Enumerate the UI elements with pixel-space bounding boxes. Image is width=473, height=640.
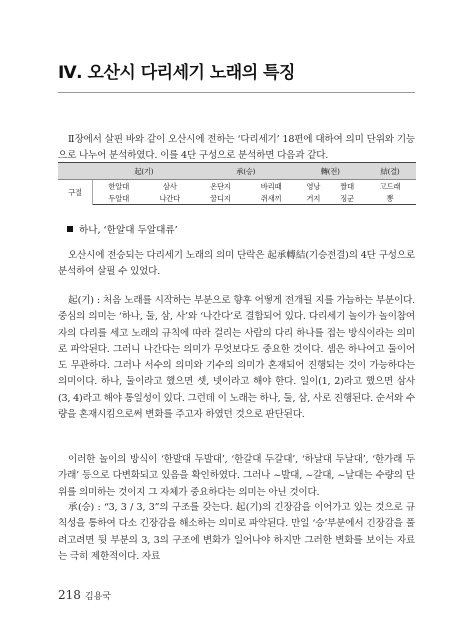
table-row bbox=[58, 192, 416, 205]
table-row-label: 구절 bbox=[58, 180, 93, 205]
square-bullet-icon bbox=[67, 226, 73, 232]
body-paragraph: 起(기) : 처음 노래를 시작하는 부분으로 향후 어떻게 전개될 지를 가늠하는 부분이다. 중심의 의미는 ‘하나, 둘, 삼, 사’와 ‘나간다’로 결합되어 있다. 다리세기 놀이가 놀이참여자의 다리를 세고 노래의 규칙에 따라 걸리는 사람의 다리 하나를 접는 방식이라는 의미로 파악된다. 그러니 나간다는 의미가 무엇보다도 중요한 것이다. 셈은 하나여고 둘이어도 무관하다. 그러나 서수의 의미와 기수의 의미가 혼재되어 진행되는 것이 가능하다는 의미이다. 하나, 둘이라고 했으면 셋, 넷이라고 해야 한다. 일이(1, 2)라고 했으면 삼사(3, 4)라고 해야 통일성이 있다. 그런데 이 노래는 하나, 둘, 삼, 사로 진행된다. 순서와 수량을 혼재시킴으로써 변화를 주고자 하였던 것으로 판단된다. bbox=[58, 295, 415, 421]
table-header-blank bbox=[58, 163, 93, 180]
table-header-row bbox=[58, 163, 416, 180]
table-cell: 고드래 bbox=[379, 181, 401, 191]
intro-paragraph: Ⅱ장에서 살핀 바와 같이 오산시에 전하는 ‘다리세기’ 18편에 대하여 의미 단위와 기능으로 나누어 분석하였다. 이를 4단 구성으로 분석하면 다음과 같다. bbox=[58, 134, 415, 162]
bullet-item bbox=[67, 222, 178, 236]
table-cell: 영낭 bbox=[306, 181, 321, 191]
table-cell: 징군 bbox=[330, 192, 364, 205]
author-name: 김용국 bbox=[84, 592, 111, 602]
table-cell: 바리때 bbox=[260, 181, 282, 191]
table-header-gyeol: 結(결) bbox=[364, 163, 416, 180]
body-paragraph: 承(승) : “3, 3 / 3, 3”의 구조를 갖는다. 起(기)의 긴장감을 이어가고 있는 것으로 규칙성을 통하여 다소 긴장감을 해소하는 의미로 파악된다. 만일 ‘승’부분에서 긴장감을 풀려고려면 뒷 부분의 3, 3의 구조에 변화가 일어나야 하지만 그러한 변화를 보이는 자료는 극히 제한적이다. 자료 bbox=[58, 502, 415, 562]
table-header-gi: 起(기) bbox=[93, 163, 196, 180]
page-number: 218 bbox=[58, 588, 81, 602]
table-cell: 두알대 bbox=[93, 192, 145, 205]
title-divider bbox=[58, 92, 415, 93]
table-cell: 짤대 bbox=[340, 181, 354, 191]
section-heading bbox=[58, 58, 415, 83]
table-cell: 나간다 bbox=[144, 192, 195, 205]
table-cell: 꿀디지 bbox=[195, 192, 246, 205]
table-cell: 쥐새끼 bbox=[246, 192, 297, 205]
table-cell: 한알대 bbox=[108, 181, 129, 191]
table-cell: 온단지 bbox=[210, 181, 231, 191]
bullet-text: 하나, ‘한알대 두알대류’ bbox=[79, 225, 178, 236]
section-title: Ⅳ. 오산시 다리세기 노래의 특징 bbox=[58, 63, 295, 83]
table-cell: 거지 bbox=[296, 192, 330, 205]
table-header-seung: 承(승) bbox=[195, 163, 296, 180]
structure-table bbox=[58, 162, 416, 205]
body-paragraph: 이러한 놀이의 방식이 ‘한발대 두발대’, ‘한갈대 두갈대’, ‘하날대 두날대’, ‘한가래 두가래’ 등으로 다변화되고 있음을 확인하였다. 그러나 ~발대, ~갈대, ~날대는 수량의 단위를 의미하는 것이지 그 자체가 중요하다는 의미는 아닌 것이다. bbox=[58, 454, 415, 498]
body-paragraph: 오산시에 전승되는 다리세기 노래의 의미 단락은 起承轉結(기승전결)의 4단 구성으로 분석하여 살필 수 있었다. bbox=[58, 250, 415, 278]
page-footer bbox=[58, 588, 111, 602]
table-header-jeon: 轉(전) bbox=[296, 163, 364, 180]
table-cell: 삼사 bbox=[162, 181, 177, 191]
table-row bbox=[58, 180, 416, 193]
table-cell: 뽕 bbox=[364, 192, 416, 205]
